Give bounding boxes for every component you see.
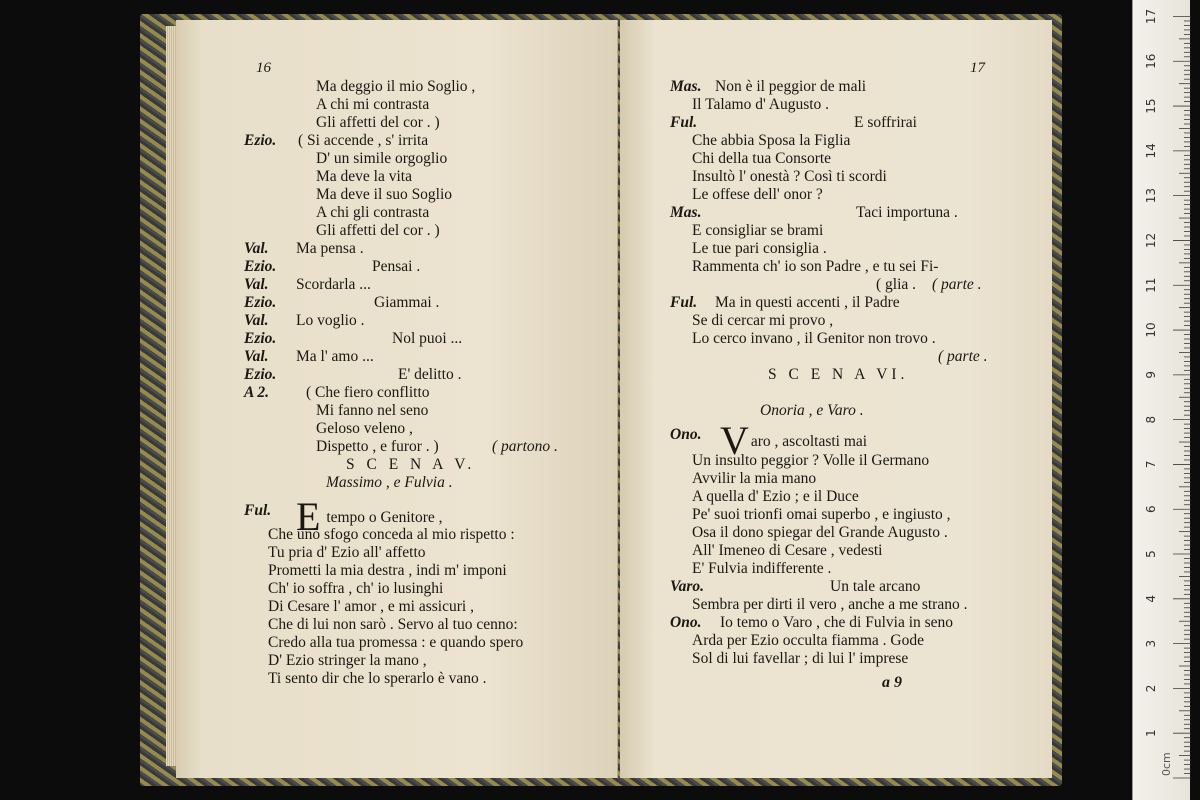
stage-direction: ( partono .: [492, 438, 558, 455]
ruler-number: 9: [1144, 371, 1158, 379]
speaker-name: Mas.: [670, 78, 702, 95]
verse-line: Gli affetti del cor . ): [316, 114, 440, 131]
speaker-name: Ful.: [244, 502, 272, 519]
ruler-number: 4: [1144, 594, 1158, 603]
verse-line-rest: tempo o Genitore ,: [322, 509, 443, 526]
verse-line: Pensai .: [372, 258, 421, 275]
ruler-number: 13: [1144, 188, 1158, 204]
verse-line: Le tue pari consiglia .: [692, 240, 827, 257]
verse-line: All' Imeneo di Cesare , vedesti: [692, 542, 883, 559]
verse-line: Il Talamo d' Augusto .: [692, 96, 830, 113]
speaker-name: Varo.: [670, 578, 705, 595]
verse-line: Ma l' amo ...: [296, 348, 374, 365]
verse-line: Prometti la mia destra , indi m' imponi: [268, 562, 507, 579]
verse-line: E soffrirai: [854, 114, 917, 131]
measuring-ruler: [1132, 0, 1190, 800]
verse-line: A quella d' Ezio ; e il Duce: [692, 488, 859, 505]
page-number: 17: [970, 60, 985, 76]
verse-line: Rammenta ch' io son Padre , e tu sei Fi-: [692, 258, 939, 275]
verse-line: Che di lui non sarò . Servo al tuo cenno:: [268, 616, 518, 633]
ruler-number: 11: [1144, 277, 1158, 293]
verse-line: Io temo o Varo , che di Fulvia in seno: [720, 614, 954, 631]
speaker-name: Val.: [244, 240, 269, 257]
verse-line: Ma pensa .: [296, 240, 364, 257]
verse-line: Ma deggio il mio Soglio ,: [316, 78, 476, 95]
speaker-name: A 2.: [244, 384, 269, 401]
verse-line: ( Si accende , s' irrita: [298, 132, 429, 149]
verse-line: Pe' suoi trionfi omai superbo , e ingiusto ,: [692, 506, 951, 523]
verse-line: A chi mi contrasta: [316, 96, 430, 113]
verse-line: Scordarla ...: [296, 276, 371, 293]
ruler-number: 8: [1144, 415, 1158, 424]
ruler-number: 16: [1144, 53, 1158, 69]
verse-line: Ma in questi accenti , il Padre: [715, 294, 900, 311]
verse-line: Ma deve il suo Soglio: [316, 186, 453, 203]
speaker-name: Ful.: [670, 114, 698, 131]
verse-line: Se di cercar mi provo ,: [692, 312, 834, 329]
verse-line: D' un simile orgoglio: [316, 150, 448, 167]
verse-line: ( glia .: [876, 276, 917, 293]
speaker-name: Ezio.: [244, 330, 277, 347]
ruler-number: 2: [1144, 684, 1158, 693]
verse-line: E consigliar se brami: [692, 222, 824, 239]
speaker-name: Ono.: [670, 426, 702, 443]
verse-line: Tu pria d' Ezio all' affetto: [268, 544, 426, 561]
verse-line: Non è il peggior de mali: [715, 78, 867, 95]
verse-line: Ch' io soffra , ch' io lusinghi: [268, 580, 444, 597]
verse-line: Insultò l' onestà ? Così ti scordi: [692, 168, 887, 185]
ruler-number: 5: [1144, 550, 1158, 558]
speaker-name: Ono.: [670, 614, 702, 631]
ruler-unit-label: 0cm: [1160, 752, 1173, 776]
ruler-ticks: [1133, 0, 1191, 800]
verse-line: Taci importuna .: [856, 204, 958, 221]
speaker-name: Ezio.: [244, 132, 277, 149]
verse-line: Di Cesare l' amor , e mi assicuri ,: [268, 598, 474, 615]
verse-line: Ma deve la vita: [316, 168, 412, 185]
verse-line: Mi fanno nel seno: [316, 402, 429, 419]
ruler-number: 7: [1144, 460, 1158, 469]
verse-line-rest: aro , ascoltasti mai: [750, 433, 868, 450]
speaker-name: Ezio.: [244, 366, 277, 383]
verse-line: Che uno sfogo conceda al mio rispetto :: [268, 526, 515, 543]
verse-line: Lo voglio .: [296, 312, 365, 329]
drop-capital: V: [720, 418, 749, 463]
page-number: 16: [256, 60, 271, 76]
verse-line: Sembra per dirti il vero , anche a me strano .: [692, 596, 968, 613]
verse-line: ( Che fiero conflitto: [306, 384, 430, 401]
verse-line: Chi della tua Consorte: [692, 150, 832, 167]
verse-line: Le offese dell' onor ?: [692, 186, 823, 203]
scene-characters: Onoria , e Varo .: [760, 402, 864, 419]
ruler-number: 12: [1144, 232, 1158, 249]
speaker-name: Val.: [244, 312, 269, 329]
verse-line: Ti sento dir che lo sperarlo è vano .: [268, 670, 487, 687]
verse-line: Sol di lui favellar ; di lui l' imprese: [692, 650, 909, 667]
speaker-name: Val.: [244, 276, 269, 293]
ruler-number: 15: [1144, 98, 1158, 114]
verse-line: Osa il dono spiegar del Grande Augusto .: [692, 524, 948, 541]
speaker-name: Ezio.: [244, 294, 277, 311]
ruler-number: 1: [1144, 729, 1158, 738]
verse-line: Che abbia Sposa la Figlia: [692, 132, 851, 149]
ruler-number: 6: [1144, 505, 1158, 514]
right-page: [620, 20, 1052, 778]
ruler-number: 3: [1144, 639, 1158, 648]
verse-line: A chi gli contrasta: [316, 204, 430, 221]
verse-line: Un insulto peggior ? Volle il Germano: [692, 452, 930, 469]
left-page: [176, 20, 618, 778]
scene-heading: S C E N A VI.: [768, 366, 909, 383]
verse-line: Avvilir la mia mano: [692, 470, 817, 487]
verse-line: Credo alla tua promessa : e quando spero: [268, 634, 524, 651]
ruler-number: 14: [1144, 143, 1158, 159]
stage-direction: ( parte .: [938, 348, 988, 365]
verse-line: E' Fulvia indifferente .: [692, 560, 832, 577]
verse-line: Lo cerco invano , il Genitor non trovo .: [692, 330, 936, 347]
drop-capital: E: [296, 494, 321, 539]
verse-line: Arda per Ezio occulta fiamma . Gode: [692, 632, 924, 649]
scene-characters: Massimo , e Fulvia .: [326, 474, 453, 491]
verse-line: E' delitto .: [398, 366, 462, 383]
speaker-name: Val.: [244, 348, 269, 365]
speaker-name: Ezio.: [244, 258, 277, 275]
speaker-name: Mas.: [670, 204, 702, 221]
ruler-number: 17: [1144, 8, 1158, 25]
speaker-name: Ful.: [670, 294, 698, 311]
verse-line: Un tale arcano: [830, 578, 921, 595]
scene-heading: S C E N A V.: [346, 456, 476, 473]
verse-line: Nol puoi ...: [392, 330, 463, 347]
verse-line: Geloso veleno ,: [316, 420, 413, 437]
verse-line: Giammai .: [374, 294, 440, 311]
stage-direction: ( parte .: [932, 276, 982, 293]
verse-line: Dispetto , e furor . ): [316, 438, 439, 455]
verse-line: D' Ezio stringer la mano ,: [268, 652, 427, 669]
ruler-number: 10: [1144, 322, 1158, 338]
signature-mark: a 9: [882, 674, 902, 691]
verse-line: Gli affetti del cor . ): [316, 222, 440, 239]
